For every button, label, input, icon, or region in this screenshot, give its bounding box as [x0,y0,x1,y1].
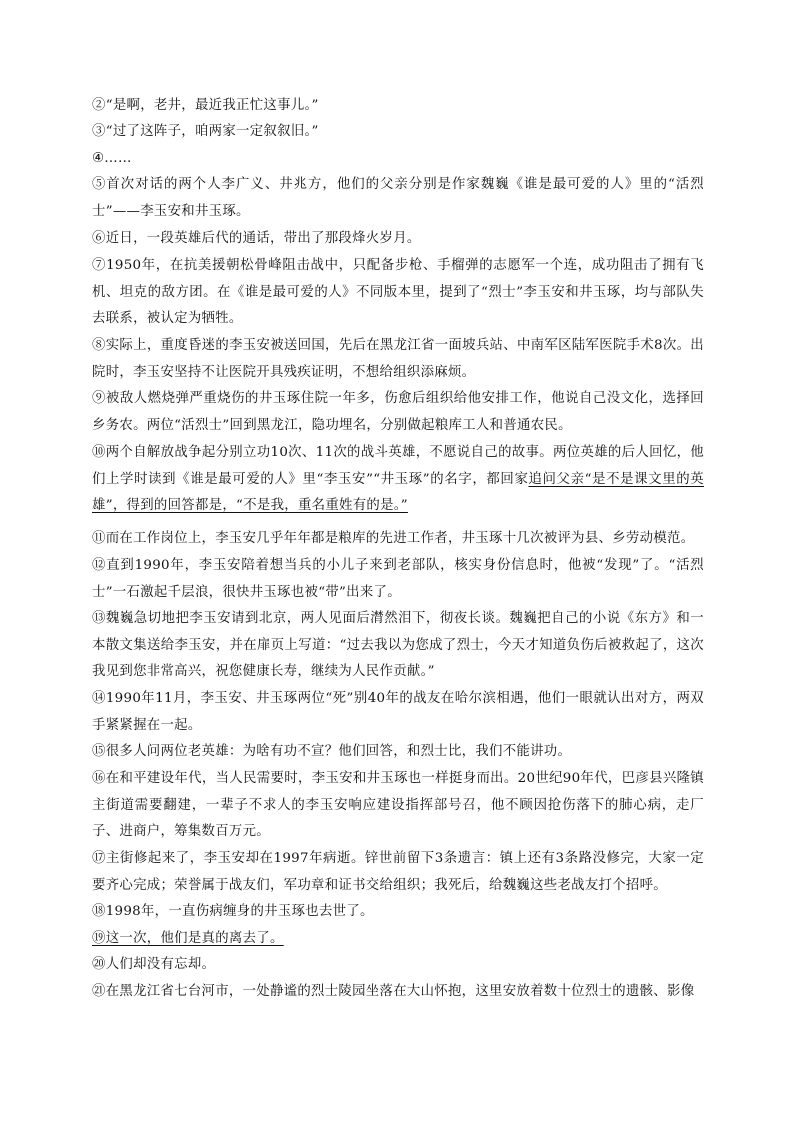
paragraph-17: ⑰主街修起来了，李玉安却在1997年病逝。锌世前留下3条遗言：镇上还有3条路没修完，大家一定要齐心完成；荣誉属于战友们，军功章和证书交给组织；我死后，给魏巍这些老战友打个招呼。 [92,851,704,893]
paragraph-19 [92,926,704,953]
paragraph-21: ㉑在黑龙江省七台河市，一处静谧的烈士陵园坐落在大山怀抱，这里安放着数十位烈士的遗骸、影像 [92,984,695,999]
paragraph-4: ④…… [92,151,132,166]
paragraph-13: ⑬魏巍急切地把李玉安请到北京，两人见面后潸然泪下，彻夜长谈。魏巍把自己的小说《东方》和一本散文集送给李玉安，并在扉页上写道：“过去我以为您成了烈士，今天才知道负伤后被救起了，这次我见到您非常高兴，祝您健康长寿，继续为人民作贡献。” [92,611,704,680]
paragraph-15: ⑮很多人问两位老英雄：为啥有功不宣？他们回答，和烈士比，我们不能讲功。 [92,744,572,759]
paragraph-2: ②“是啊，老井，最近我正忙这事儿。” [92,98,319,113]
paragraph-19-underlined: ⑲这一次，他们是真的离去了。 [92,931,284,946]
paragraph-10 [92,440,704,520]
paragraph-3: ③“过了这阵子，咱两家一定叙叙旧。” [92,124,319,139]
paragraph-18: ⑱1998年，一直伤病缠身的井玉琢也去世了。 [92,904,374,919]
paragraph-7: ⑦1950年，在抗美援朝松骨峰阻击战中，只配备步枪、手榴弹的志愿军一个连，成功阻击了拥有飞机、坦克的敌方团。在《谁是最可爱的人》不同版本里，提到了“烈士”李玉安和井玉琢，均与部队失去联系，被认定为牺牲。 [92,258,704,327]
paragraph-20: ⑳人们却没有忘却。 [92,957,216,972]
paragraph-5: ⑤首次对话的两个人李广义、井兆方，他们的父亲分别是作家魏巍《谁是最可爱的人》里的“活烈士”——李玉安和井玉琢。 [92,177,704,219]
paragraph-10-underlined: 追问父亲“是不是课文里的英雄”，得到的回答都是，“不是我，重名重姓有的是。” [92,471,704,514]
paragraph-9: ⑨被敌人燃烧弹严重烧伤的井玉琢住院一年多，伤愈后组织给他安排工作，他说自己没文化，选择回乡务农。两位“活烈士”回到黑龙江，隐功埋名，分别做起粮库工人和普通农民。 [92,391,704,433]
paragraph-6: ⑥近日，一段英雄后代的通话，带出了那段烽火岁月。 [92,231,421,246]
paragraph-12: ⑫直到1990年，李玉安陪着想当兵的小儿子来到老部队，核实身份信息时，他被“发现”了。“活烈士”一石激起千层浪，很快井玉琢也被“带”出来了。 [92,558,704,600]
paragraph-11: ⑪而在工作岗位上，李玉安几乎年年都是粮库的先进工作者，井玉琢十几次被评为县、乡劳动模范。 [92,531,695,546]
paragraph-16: ⑯在和平建设年代，当人民需要时，李玉安和井玉琢也一样挺身而出。20世纪90年代，巴彦县兴隆镇主街道需要翻建，一辈子不求人的李玉安响应建设指挥部号召，他不顾因抢伤落下的肺心病，走厂子、进商户，筹集数百万元。 [92,771,704,840]
paragraph-10-text: ⑩两个自解放战争起分别立功10次、11次的战斗英雄，不愿说自己的故事。两位英雄的后人回忆，他们上学时读到《谁是最可爱的人》里“李玉安”“井玉琢”的名字，都回家 [92,445,704,487]
paragraph-14: ⑭1990年11月，李玉安、井玉琢两位“死”别40年的战友在哈尔滨相遇，他们一眼就认出对方，两双手紧紧握在一起。 [92,691,704,733]
paragraph-8: ⑧实际上，重度昏迷的李玉安被送回国，先后在黑龙江省一面坡兵站、中南军区陆军医院手术8次。出院时，李玉安坚持不让医院开具残疾证明，不想给组织添麻烦。 [92,338,704,380]
